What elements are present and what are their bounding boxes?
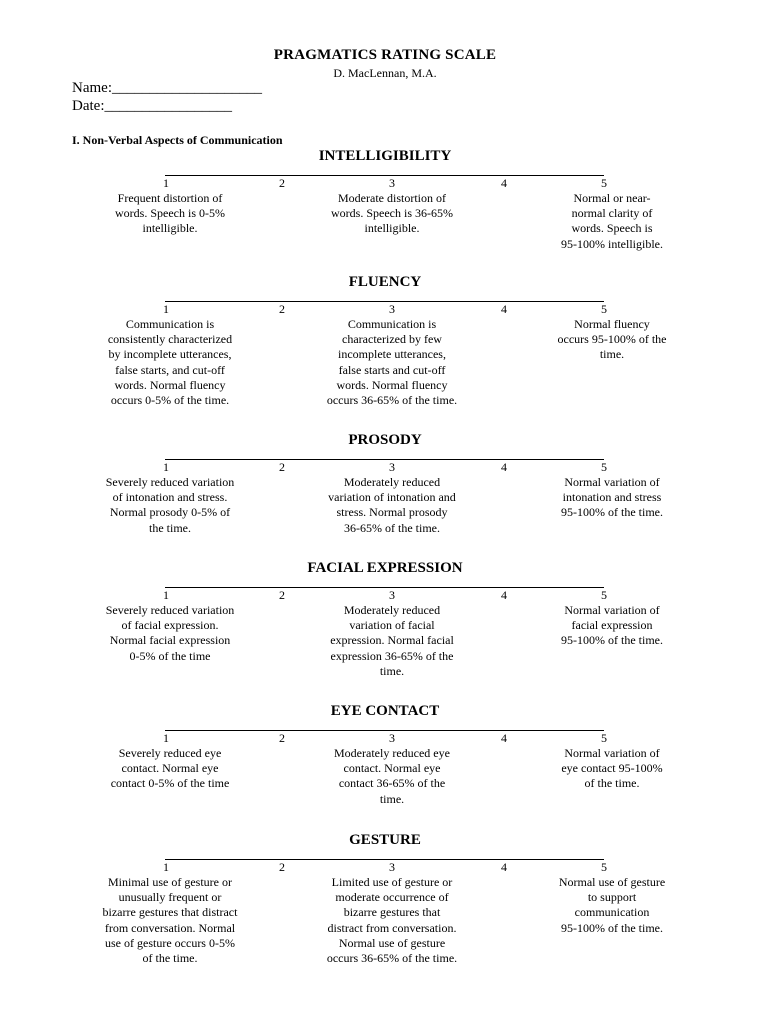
name-field: Name:____________________ — [72, 80, 262, 96]
rating-point-2: 2 — [279, 302, 285, 316]
rating-point-5: 5 — [601, 176, 607, 190]
rating-point-2: 2 — [279, 731, 285, 745]
rating-point-3: 3 — [389, 302, 395, 316]
rating-point-1: 1 — [163, 460, 169, 474]
rating-description-1: Frequent distortion of words. Speech is 0-5% intelligible. — [115, 191, 225, 236]
rating-point-5: 5 — [601, 731, 607, 745]
rating-point-4: 4 — [501, 176, 507, 190]
scale-title: EYE CONTACT — [330, 703, 440, 719]
rating-description-3: Moderately reduced eye contact. Normal eye contact 36-65% of the time. — [334, 746, 450, 806]
document-author: D. MacLennan, M.A. — [333, 66, 437, 80]
rating-point-3: 3 — [389, 860, 395, 874]
rating-point-2: 2 — [279, 588, 285, 602]
section-heading: I. Non-Verbal Aspects of Communication — [72, 133, 283, 147]
rating-description-1: Communication is consistently characterized by incomplete utterances, false starts, and cut-off words. Normal fluency occurs 0-5% of the time. — [107, 317, 233, 408]
rating-point-4: 4 — [501, 302, 507, 316]
scale-title: FACIAL EXPRESSION — [307, 560, 463, 576]
rating-description-5: Normal or near- normal clarity of words. Speech is 95-100% intelligible. — [561, 191, 663, 251]
rating-description-3: Communication is characterized by few incomplete utterances, false starts and cut-off words. Normal fluency occurs 36-65% of the time. — [326, 317, 458, 408]
rating-point-1: 1 — [163, 731, 169, 745]
rating-point-5: 5 — [601, 302, 607, 316]
rating-point-4: 4 — [501, 860, 507, 874]
rating-point-2: 2 — [279, 460, 285, 474]
rating-point-4: 4 — [501, 588, 507, 602]
rating-description-3: Limited use of gesture or moderate occurrence of bizarre gestures that distract from conversation. Normal use of gesture occurs 36-65% of the time. — [326, 875, 458, 966]
document-title: PRAGMATICS RATING SCALE — [273, 47, 497, 63]
rating-description-3: Moderately reduced variation of facial expression. Normal facial expression 36-65% of the time. — [330, 603, 454, 678]
rating-point-4: 4 — [501, 731, 507, 745]
rating-description-1: Severely reduced eye contact. Normal eye contact 0-5% of the time — [110, 746, 230, 791]
rating-description-5: Normal variation of intonation and stress 95-100% of the time. — [561, 475, 663, 520]
rating-point-4: 4 — [501, 460, 507, 474]
rating-point-3: 3 — [389, 588, 395, 602]
rating-point-3: 3 — [389, 176, 395, 190]
rating-point-5: 5 — [601, 860, 607, 874]
rating-point-5: 5 — [601, 460, 607, 474]
rating-point-2: 2 — [279, 176, 285, 190]
rating-description-1: Minimal use of gesture or unusually frequent or bizarre gestures that distract from conversation. Normal use of gesture occurs 0-5% of the time. — [102, 875, 238, 966]
scale-title: FLUENCY — [348, 274, 422, 290]
rating-point-1: 1 — [163, 176, 169, 190]
rating-description-5: Normal fluency occurs 95-100% of the time. — [557, 317, 667, 362]
rating-description-5: Normal variation of facial expression 95-100% of the time. — [561, 603, 663, 648]
rating-description-5: Normal use of gesture to support communication 95-100% of the time. — [558, 875, 666, 935]
scale-title: INTELLIGIBILITY — [318, 148, 452, 164]
rating-description-5: Normal variation of eye contact 95-100% of the time. — [561, 746, 663, 791]
rating-description-1: Severely reduced variation of facial expression. Normal facial expression 0-5% of the time — [105, 603, 235, 663]
rating-point-5: 5 — [601, 588, 607, 602]
scale-title: GESTURE — [349, 832, 421, 848]
rating-point-1: 1 — [163, 860, 169, 874]
rating-description-3: Moderately reduced variation of intonation and stress. Normal prosody 36-65% of the time. — [328, 475, 456, 535]
rating-point-3: 3 — [389, 460, 395, 474]
rating-description-1: Severely reduced variation of intonation and stress. Normal prosody 0-5% of the time. — [105, 475, 235, 535]
date-field: Date:_________________ — [72, 98, 232, 114]
rating-point-2: 2 — [279, 860, 285, 874]
scale-title: PROSODY — [348, 432, 422, 448]
rating-description-3: Moderate distortion of words. Speech is 36-65% intelligible. — [331, 191, 453, 236]
rating-point-3: 3 — [389, 731, 395, 745]
rating-point-1: 1 — [163, 588, 169, 602]
rating-point-1: 1 — [163, 302, 169, 316]
